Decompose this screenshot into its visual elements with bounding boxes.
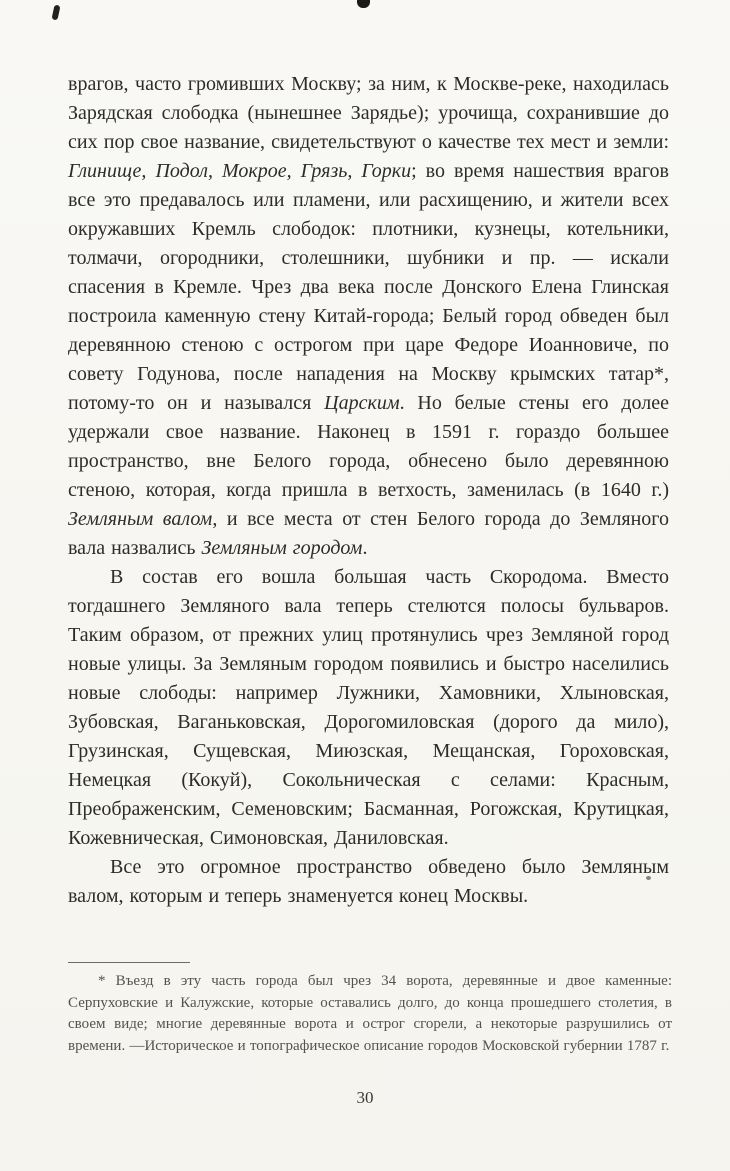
text-run: В состав его вошла большая часть Скородома. Вместо тогдашнего Земляного вала теперь стелются полосы бульваров. Таким образом, от прежних улиц протянулись чрез Земляной город новые улицы. За Земляным городом появились и быстро населились новые слободы: например Лужники, Хамовники, Хлыновская, Зубовская, Ваганьковская, Дорогомиловская (дорого да мило), Грузинская, Сущевская, Миюзская, Мещанская, Гороховская, Немецкая (Кокуй), Сокольническая с селами: Красным, Преображенским, Семеновским; Басманная, Рогожская, Крутицкая, Кожевническая, Симоновская, Даниловская.: [68, 566, 669, 849]
text-run-italic: Царским: [324, 392, 400, 414]
footnote: [68, 962, 672, 1057]
text-run: , и все места от стен Белого города до Земляного вала назвались: [68, 508, 669, 559]
text-run: . Но белые стены его долее удержали свое название. Наконец в 1591 г. гораздо большее пространство, вне Белого города, обнесено было деревянною стеною, которая, когда пришла в ветхость, заменилась (в 1640 г.): [68, 392, 670, 501]
text-run: врагов, часто громивших Москву; за ним, к Москве-реке, находилась Зарядская слободка (нынешнее Зарядье); урочища, сохранившие до сих пор свое название, свидетельствуют о качестве тех мест и земли:: [68, 73, 669, 153]
paragraph: [68, 853, 669, 911]
paragraph-continuation: [68, 70, 669, 563]
footnote-text: [68, 971, 672, 1057]
text-run-italic: Земляным валом: [68, 508, 213, 530]
page-number: 30: [356, 1088, 374, 1107]
paragraph: [68, 563, 669, 853]
scan-artifact: [357, 0, 370, 8]
text-run: ; во время нашествия врагов все это предавалось или пламени, или расхищению, и жители всех окружавших Кремль слободок: плотники, кузнецы, котельники, толмачи, огородники, столешники, шубники и пр. — искали спасения в Кремле. Чрез два века после Донского Елена Глинская построила каменную стену Китай-города; Белый город обведен был деревянною стеною с острогом при царе Федоре Иоанновиче, по совету Годунова, после нападения на Москву крымских татар*, потому-то он и назывался: [68, 160, 669, 414]
scan-artifact: [52, 5, 61, 21]
text-run: .: [362, 537, 368, 559]
main-text-block: [68, 70, 669, 911]
text-run: * Въезд в эту часть города был чрез 34 ворота, деревянные и двое каменные: Серпуховские и Калужские, которые оставались долго, до конца прошедшего столетия, в своем виде; многие деревянные ворота и острог сгорели, а некоторые разрушились от времени. —Историческое и топографическое описание городов Московской губернии 1787 г.: [68, 973, 672, 1054]
footnote-divider: [68, 962, 190, 963]
text-run-italic: Глинище, Подол, Мокрое, Грязь, Горки: [68, 160, 412, 182]
text-run: Все это огромное пространство обведено было Земляным валом, которым и теперь знаменуется конец Москвы.: [68, 856, 669, 907]
text-run-italic: Земляным городом: [201, 537, 363, 559]
